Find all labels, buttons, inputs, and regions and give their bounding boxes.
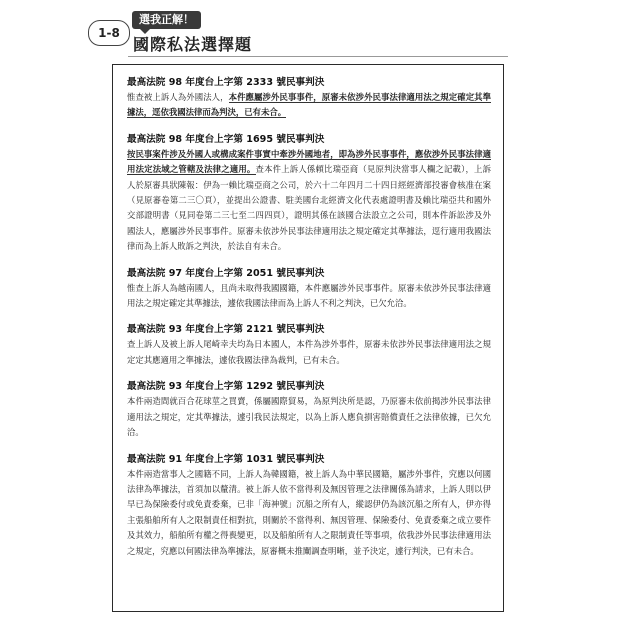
case-title: 最高法院 97 年度台上字第 2051 號民事判決 (127, 267, 325, 279)
case-entry (127, 132, 491, 255)
case-entry (127, 75, 491, 121)
case-entry (127, 452, 491, 559)
case-text: 本件兩造間就百合花球莖之買賣，係屬國際貿易，為原判決所是認，乃原審未依前揭涉外民事法律適用法之規定，定其準據法，遽引我民法規定，以為上訴人應負損害賠償責任之法律依據，已欠允洽。 (127, 396, 491, 438)
case-body (127, 90, 491, 121)
case-body (127, 337, 491, 368)
case-text: 查上訴人及被上訴人尾崎幸夫均為日本國人，本件為涉外事件，原審未依涉外民事法律適用法之規定定其應適用之準據法，遽依我國法律為裁判，已有未合。 (127, 339, 491, 365)
case-body (127, 467, 491, 559)
case-title: 最高法院 98 年度台上字第 1695 號民事判決 (127, 133, 325, 145)
case-text: 惟查被上訴人為外國法人， (127, 92, 229, 102)
case-text: 查本件上訴人係頼比瑞亞商（見原判決當事人欄之記載），上訴人於原審具狀陳報：伊為一賴比瑞亞商之公司，於六十二年四月二十四日經經濟部投審會核准在案（見原審卷第二三〇頁），並提出公證書、駐美國台北經濟文化代表處證明書及賴比瑞亞共和國外交部證明書（見同卷第二三七至二四四頁），證明其係在該國合法設立之公司，則本件訴訟涉及外國法人，應屬涉外民事事件。原審未依涉外民事法律適用法之規定確定其準據法，逕行適用我國法律而為上訴人敗訴之判決，於法自有未合。 (127, 164, 492, 252)
case-entry (127, 266, 491, 312)
case-excerpt-box (112, 64, 504, 612)
case-emphasis: 本件應屬涉外民事事件，原審未依涉外民事法律適用法之規定確定其準據法，逕依我國法律而為判決，已有未合。 (127, 92, 491, 118)
case-title: 最高法院 93 年度台上字第 1292 號民事判決 (127, 381, 325, 393)
case-text: 本件兩造當事人之國籍不同，上訴人為韓國籍，被上訴人為中華民國籍，屬涉外事件，究應以何國法律為準據法，首須加以釐清。被上訴人依不當得利及無因管理之法律關係為請求，上訴人則以伊早已為保險委付或免責委棄，已非「海神號」沉船之所有人，縱認伊仍為該沉船之所有人，伊亦得主張船舶所有人之限制責任相對抗，則關於不當得利、無因管理、保險委付、免責委棄之成立要件及其效力，船舶所有權之得喪變更，以及船舶所有人之限制責任等事項，依我涉外民事法律適用法之規定，究應以何國法律為準據法，原審概未推闡調查明晰，並予決定，遽行判決，已有未合。 (127, 468, 491, 556)
case-body (127, 394, 491, 440)
chapter-title: 國際私法選擇題 (133, 35, 253, 54)
case-title: 最高法院 91 年度台上字第 1031 號民事判決 (127, 453, 325, 465)
case-entry (127, 322, 491, 368)
case-entry (127, 379, 491, 440)
case-emphasis: 按民事案件涉及外國人或構成案件事實中牽涉外國地者，即為涉外民事事件，應依涉外民事法律適用法定法域之管轄及法律之適用。 (127, 148, 491, 175)
case-text: 惟查上訴人為越南國人，且尚未取得我國國籍，本件應屬涉外民事事件。原審未依涉外民事法律適用法之規定確定其準據法，遽依我國法律而為上訴人不利之判決，已欠允洽。 (127, 282, 491, 309)
case-body (127, 281, 491, 312)
case-title: 最高法院 98 年度台上字第 2333 號民事判決 (127, 77, 325, 88)
header-divider (128, 56, 508, 57)
case-title: 最高法院 93 年度台上字第 2121 號民事判決 (127, 324, 325, 336)
section-tag: 選我正解！ (132, 11, 201, 29)
case-body (127, 147, 491, 255)
page-number-badge: 1-8 (88, 20, 130, 46)
